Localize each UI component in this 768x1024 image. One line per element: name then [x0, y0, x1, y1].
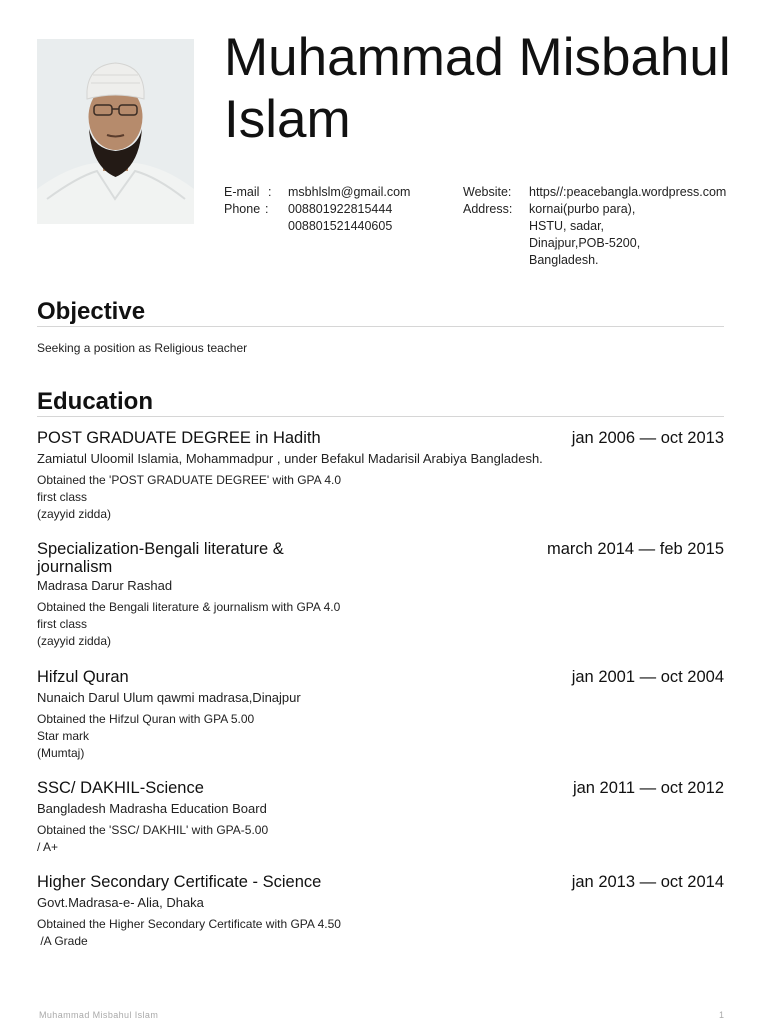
description-line: first class: [37, 617, 88, 631]
education-entry: [37, 873, 724, 950]
degree-title: SSC/ DAKHIL-Science: [37, 779, 204, 797]
education-entry: [37, 668, 724, 762]
email-separator: :: [268, 185, 272, 199]
education-entry: [37, 779, 724, 856]
institution: Nunaich Darul Ulum qawmi madrasa,Dinajpur: [37, 690, 301, 705]
degree-dates: jan 2006 — oct 2013: [571, 429, 724, 447]
institution: Bangladesh Madrasha Education Board: [37, 801, 267, 816]
institution: Govt.Madrasa-e- Alia, Dhaka: [37, 895, 204, 910]
education-entry: [37, 429, 724, 523]
address-line: HSTU, sadar,: [529, 219, 605, 233]
description-line: Obtained the Bengali literature & journalism with GPA 4.0: [37, 600, 341, 614]
email-value[interactable]: msbhlslm@gmail.com: [288, 185, 411, 199]
description-line: Obtained the 'SSC/ DAKHIL' with GPA-5.00: [37, 823, 269, 837]
degree-dates: jan 2013 — oct 2014: [571, 873, 724, 891]
address-line: kornai(purbo para),: [529, 202, 636, 216]
description-line: Star mark: [37, 729, 90, 743]
footer-name: Muhammad Misbahul Islam: [39, 1010, 159, 1020]
degree-title: Hifzul Quran: [37, 668, 129, 686]
candidate-name: Muhammad Misbahul Islam: [224, 28, 731, 149]
website-link[interactable]: https//:peacebangla.wordpress.com: [529, 185, 727, 199]
description-line: Obtained the Higher Secondary Certificate with GPA 4.50: [37, 917, 341, 931]
address-value: [529, 201, 640, 269]
address-label: Address:: [463, 202, 513, 216]
degree-description: [37, 711, 724, 762]
objective-text: Seeking a position as Religious teacher: [37, 341, 248, 355]
portrait-image: [37, 39, 194, 224]
phone-separator: :: [265, 202, 269, 216]
description-line: Obtained the Hifzul Quran with GPA 5.00: [37, 712, 255, 726]
objective-heading: Objective: [37, 297, 724, 327]
degree-description: [37, 472, 724, 523]
description-line: first class: [37, 490, 88, 504]
description-line: (Mumtaj): [37, 746, 85, 760]
education-entry: [37, 540, 724, 650]
degree-description: [37, 822, 724, 856]
phone-values: [288, 201, 392, 235]
profile-photo: [37, 39, 194, 224]
degree-title: POST GRADUATE DEGREE in Hadith: [37, 429, 321, 447]
website-label: Website:: [463, 185, 512, 199]
email-label: E-mail: [224, 185, 260, 199]
degree-dates: jan 2001 — oct 2004: [571, 668, 724, 686]
phone-number[interactable]: 008801922815444: [288, 202, 393, 216]
description-line: / A+: [37, 840, 59, 854]
page-number: 1: [718, 1010, 724, 1020]
phone-label: Phone: [224, 202, 261, 216]
institution: Madrasa Darur Rashad: [37, 578, 173, 593]
address-line: Dinajpur,POB-5200,: [529, 236, 641, 250]
education-heading: Education: [37, 387, 724, 417]
degree-dates: jan 2011 — oct 2012: [572, 779, 724, 797]
degree-description: [37, 916, 724, 950]
description-line: Obtained the 'POST GRADUATE DEGREE' with GPA 4.0: [37, 473, 342, 487]
description-line: (zayyid zidda): [37, 507, 112, 521]
institution: Zamiatul Uloomil Islamia, Mohammadpur , under Befakul Madarisil Arabiya Bangladesh.: [37, 451, 543, 466]
description-line: /A Grade: [37, 934, 88, 948]
phone-number[interactable]: 008801521440605: [288, 219, 393, 233]
address-line: Bangladesh.: [529, 253, 599, 267]
degree-title: Higher Secondary Certificate - Science: [37, 873, 322, 891]
degree-description: [37, 599, 724, 650]
degree-title: Specialization-Bengali literature & journalism: [37, 540, 284, 576]
degree-dates: march 2014 — feb 2015: [546, 540, 724, 558]
description-line: (zayyid zidda): [37, 634, 112, 648]
